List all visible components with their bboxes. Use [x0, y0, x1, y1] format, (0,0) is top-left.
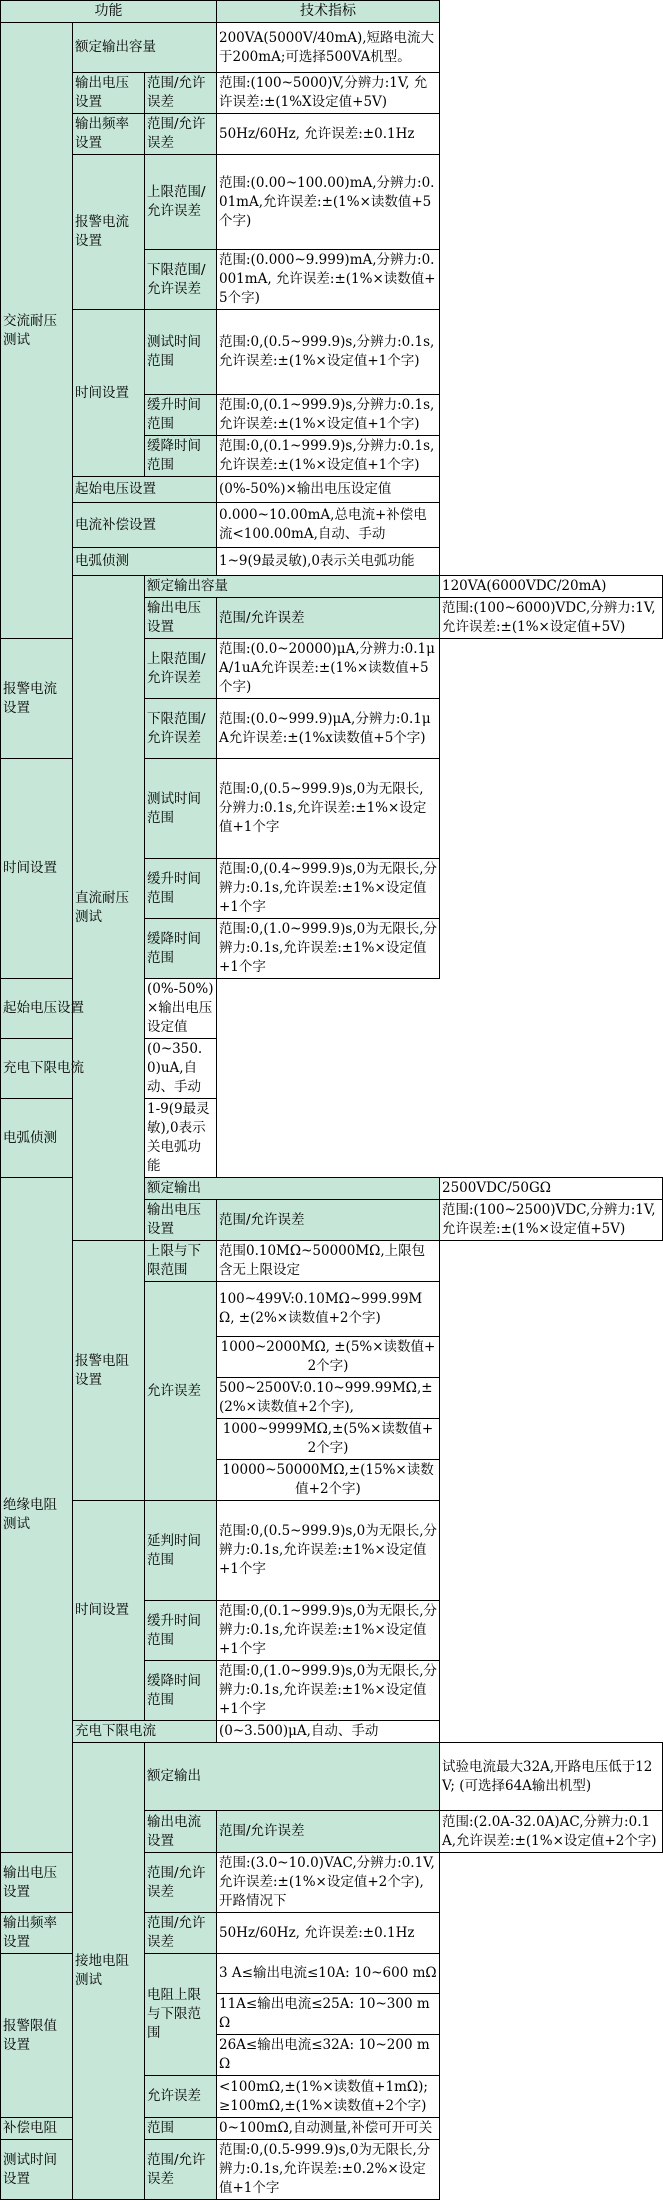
row-value: (0%-50%)×输出电压设定值	[217, 477, 440, 503]
row-value: 120VA(6000VDC/20mA)	[440, 576, 663, 598]
spec-header: 技术指标	[217, 1, 440, 23]
row-sublabel: 上限与下限范围	[145, 1241, 217, 1282]
row-value: 范围:0,(0.5~999.9)s,0为无限长, 分辨力:0.1s,允许误差:±1%×设定值+1个字	[217, 759, 440, 859]
row-label: 起始电压设置	[1, 979, 145, 1039]
row-value: 100~499V:0.10MΩ~999.99MΩ, ±(2%×读数值+2个字)	[217, 1282, 440, 1337]
row-sublabel: 测试时间范围	[145, 759, 217, 859]
row-value: 11A≤输出电流≤25A: 10~300 mΩ	[217, 1994, 440, 2035]
row-value: 26A≤输出电流≤32A: 10~200 mΩ	[217, 2035, 440, 2076]
row-sublabel: 范围/允许误差	[217, 1811, 440, 1853]
table-row	[1, 576, 663, 598]
row-label: 补偿电阻	[1, 2118, 73, 2140]
row-sublabel: 下限范围/允许误差	[145, 699, 217, 759]
row-value: 范围:0,(1.0~999.9)s,0为无限长,分辨力:0.1s,允许误差:±1%×设定值+1个字	[217, 919, 440, 979]
row-sublabel: 范围/允许误差	[217, 598, 440, 639]
row-value: 10000~50000MΩ,±(15%×读数值+2个字)	[217, 1460, 440, 1501]
table-row	[1, 1241, 663, 1282]
row-sublabel: 缓降时间范围	[145, 436, 217, 477]
row-label: 时间设置	[73, 1501, 145, 1721]
row-label: 电弧侦测	[73, 548, 217, 576]
row-label: 测试时间设置	[1, 2140, 73, 2200]
row-sublabel: 允许误差	[145, 2076, 217, 2118]
row-value: 1~9(9最灵敏),0表示关电弧功能	[217, 548, 440, 576]
row-value: 50Hz/60Hz, 允许误差:±0.1Hz	[217, 1913, 440, 1954]
row-label: 输出电压设置	[145, 598, 217, 639]
table-row	[1, 23, 663, 73]
row-value: (0~350.0)uA,自动、手动	[145, 1039, 217, 1099]
table-row	[1, 1501, 663, 1601]
table-row	[1, 979, 663, 1039]
row-value: 范围:0,(0.1~999.9)s,分辨力:0.1s,允许误差:±(1%×设定值+1个字)	[217, 436, 440, 477]
row-value: 范围:(100~5000)V,分辨力:1V, 允许误差:±(1%X设定值+5V)	[217, 73, 440, 114]
row-value: 范围:0,(1.0~999.9)s,0为无限长,分辨力:0.1s,允许误差:±1%×设定值+1个字	[217, 1661, 440, 1721]
function-header: 功能	[1, 1, 217, 23]
row-label: 输出电流设置	[145, 1811, 217, 1853]
row-value: 范围:(0.00~100.00)mA,分辨力:0.01mA,允许误差:±(1%×读数值+5个字)	[217, 155, 440, 250]
row-sublabel: 缓升时间范围	[145, 859, 217, 919]
row-value: 范围:0,(0.5~999.9)s,分辨力:0.1s, 允许误差:±(1%×设定值+1个字)	[217, 310, 440, 395]
row-value: 200VA(5000V/40mA),短路电流大于200mA;可选择500VA机型。	[217, 23, 440, 73]
row-value: 范围:0,(0.4~999.9)s,0为无限长,分辨力:0.1s,允许误差:±1%×设定值+1个字	[217, 859, 440, 919]
table-row	[1, 155, 663, 250]
row-label: 起始电压设置	[73, 477, 217, 503]
row-value: 范围:0,(0.1~999.9)s,分辨力:0.1s,允许误差:±(1%×设定值+1个字)	[217, 395, 440, 436]
table-row	[1, 310, 663, 395]
row-label: 报警电流设置	[1, 639, 73, 759]
table-header-row	[1, 1, 663, 23]
row-sublabel: 范围/允许误差	[145, 73, 217, 114]
row-sublabel: 电阻上限与下限范围	[145, 1954, 217, 2076]
row-sublabel: 延判时间范围	[145, 1501, 217, 1601]
row-label: 报警电流设置	[73, 155, 145, 310]
row-value: 范围:0,(0.1~999.9)s,0为无限长,分辨力:0.1s,允许误差:±1%×设定值+1个字	[217, 1601, 440, 1661]
row-value: 0.000~10.00mA,总电流+补偿电流<100.00mA,自动、手动	[217, 503, 440, 548]
row-label: 时间设置	[73, 310, 145, 477]
row-value: 1000~2000MΩ, ±(5%×读数值+2个字)	[217, 1337, 440, 1378]
row-value: 50Hz/60Hz, 允许误差:±0.1Hz	[217, 114, 440, 155]
row-value: 范围:(0.0~20000)μA,分辨力:0.1μA/1uA允许误差:±(1%×读数值+5个字)	[217, 639, 440, 699]
row-label: 输出频率设置	[1, 1913, 73, 1954]
row-label: 额定输出容量	[145, 576, 440, 598]
row-sublabel: 上限范围/允许误差	[145, 639, 217, 699]
row-label: 电流补偿设置	[73, 503, 217, 548]
category-gb: 接地电阻测试	[73, 1743, 145, 2200]
row-label: 充电下限电流	[1, 1039, 145, 1099]
table-row	[1, 1039, 663, 1099]
row-label: 输出电压设置	[145, 1200, 217, 1241]
row-value: 范围:(3.0~10.0)VAC,分辨力:0.1V,允许误差:±(1%×设定值+2个字),开路情况下	[217, 1853, 440, 1913]
category-ac: 交流耐压测试	[1, 23, 73, 639]
row-label: 充电下限电流	[73, 1721, 217, 1743]
row-label: 额定输出容量	[73, 23, 217, 73]
row-value: <100mΩ,±(1%×读数值+1mΩ);≥100mΩ,±(1%×读数值+2个字)	[217, 2076, 440, 2118]
table-row	[1, 73, 663, 114]
row-sublabel: 缓升时间范围	[145, 1601, 217, 1661]
row-value: 范围0.10MΩ~50000MΩ,上限包含无上限设定	[217, 1241, 440, 1282]
row-label: 报警限值设置	[1, 1954, 73, 2118]
category-dc: 直流耐压测试	[73, 576, 145, 1241]
row-label: 时间设置	[1, 759, 73, 979]
row-value: 1-9(9最灵敏),0表示关电弧功能	[145, 1099, 217, 1178]
row-sublabel: 范围	[145, 2118, 217, 2140]
row-label: 报警电阻设置	[73, 1241, 145, 1501]
row-sublabel: 范围/允许误差	[145, 1853, 217, 1913]
category-ir: 绝缘电阻测试	[1, 1178, 73, 1853]
row-value: 1000~9999MΩ,±(5%×读数值+2个字)	[217, 1419, 440, 1460]
row-value: 范围:0,(0.5~999.9)s,0为无限长,分辨力:0.1s,允许误差:±1%×设定值+1个字	[217, 1501, 440, 1601]
row-sublabel: 范围/允许误差	[145, 1913, 217, 1954]
row-value: (0~3.500)μA,自动、手动	[217, 1721, 440, 1743]
row-value: 500~2500V:0.10~999.99MΩ,±(2%×读数值+2个字),	[217, 1378, 440, 1419]
row-value: 试验电流最大32A,开路电压低于12V; (可选择64A输出机型)	[440, 1743, 663, 1811]
row-value: 2500VDC/50GΩ	[440, 1178, 663, 1200]
table-row	[1, 1743, 663, 1811]
row-sublabel: 测试时间范围	[145, 310, 217, 395]
row-value: 范围:(0.0~999.9)μA,分辨力:0.1μA允许误差:±(1%x读数值+5个字)	[217, 699, 440, 759]
row-value: 范围:(2.0A-32.0A)AC,分辨力:0.1A,允许误差:±(1%×设定值+2个字)	[440, 1811, 663, 1853]
row-sublabel: 范围/允许误差	[145, 114, 217, 155]
table-row	[1, 1099, 663, 1178]
row-sublabel: 允许误差	[145, 1282, 217, 1501]
row-label: 输出电压设置	[1, 1853, 73, 1913]
row-value: 0~100mΩ,自动测量,补偿可开可关	[217, 2118, 440, 2140]
row-sublabel: 缓降时间范围	[145, 919, 217, 979]
row-sublabel: 下限范围/允许误差	[145, 250, 217, 310]
row-value: (0%-50%)×输出电压设定值	[145, 979, 217, 1039]
row-value: 范围:(100~2500)VDC,分辨力:1V,允许误差:±(1%×设定值+5V)	[440, 1200, 663, 1241]
row-value: 范围:0,(0.5-999.9)s,0为无限长,分辨力:0.1s,允许误差:±0.2%×设定值+1个字	[217, 2140, 440, 2200]
row-value: 范围:(0.000~9.999)mA,分辨力:0.001mA, 允许误差:±(1%×读数值+5个字)	[217, 250, 440, 310]
row-value: 范围:(100~6000)VDC,分辨力:1V,允许误差:±(1%×设定值+5V)	[440, 598, 663, 639]
row-label: 额定输出	[145, 1178, 440, 1200]
row-label: 输出电压设置	[73, 73, 145, 114]
table-row	[1, 477, 663, 503]
row-sublabel: 范围/允许误差	[145, 2140, 217, 2200]
row-value: 3 A≤输出电流≤10A: 10~600 mΩ	[217, 1954, 440, 1994]
row-sublabel: 缓降时间范围	[145, 1661, 217, 1721]
row-sublabel: 范围/允许误差	[217, 1200, 440, 1241]
table-row	[1, 114, 663, 155]
row-label: 电弧侦测	[1, 1099, 145, 1178]
row-sublabel: 缓升时间范围	[145, 395, 217, 436]
row-sublabel: 上限范围/允许误差	[145, 155, 217, 250]
table-row	[1, 1721, 663, 1743]
row-label: 额定输出	[145, 1743, 440, 1811]
table-row	[1, 548, 663, 576]
row-label: 输出频率设置	[73, 114, 145, 155]
table-row	[1, 503, 663, 548]
